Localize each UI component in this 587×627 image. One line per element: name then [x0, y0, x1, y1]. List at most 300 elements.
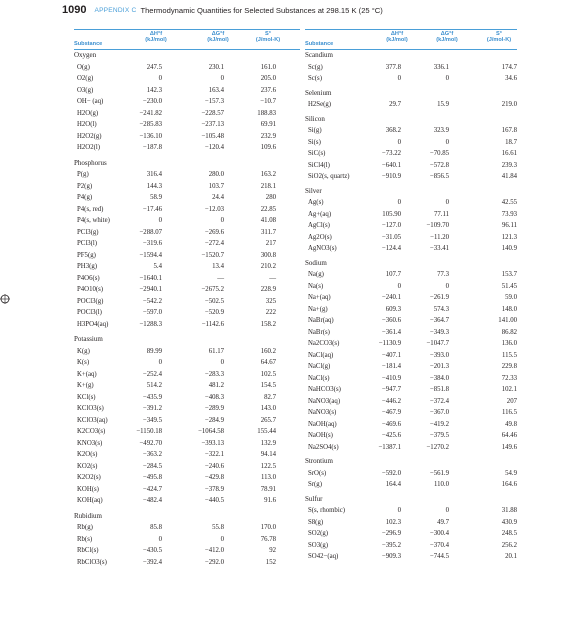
table-row	[305, 125, 517, 137]
substance-cell: Na2CO3(s)	[308, 340, 340, 347]
gibbs-cell: −322.1	[204, 451, 224, 458]
gibbs-cell: 61.17	[208, 347, 224, 355]
enthalpy-cell: −31.05	[381, 233, 401, 241]
entropy-cell: 229.8	[501, 363, 517, 370]
entropy-cell: 164.6	[501, 481, 517, 488]
entropy-cell: 219.0	[501, 101, 517, 108]
table-row	[305, 468, 517, 480]
gibbs-cell: −384.0	[429, 374, 449, 382]
substance-cell: POCl3(g)	[77, 297, 104, 305]
table-row	[74, 392, 300, 404]
gibbs-cell: −289.9	[204, 405, 224, 412]
enthalpy-cell: −284.5	[142, 462, 162, 470]
substance-cell: Si(g)	[308, 127, 322, 134]
table-row	[74, 250, 300, 262]
substance-cell: PH3(g)	[77, 263, 98, 270]
gibbs-cell: −393.0	[429, 351, 449, 359]
enthalpy-cell: −363.2	[142, 451, 162, 458]
entropy-cell: 92	[269, 547, 276, 554]
table-row	[305, 315, 517, 327]
gibbs-cell: −1047.7	[426, 340, 449, 347]
table-row	[305, 327, 517, 339]
entropy-cell: 121.3	[501, 233, 517, 241]
entropy-cell: 115.5	[501, 351, 517, 359]
enthalpy-cell: −910.9	[381, 173, 401, 180]
substance-cell: POCl3(l)	[77, 309, 102, 316]
substance-cell: AgCl(s)	[308, 222, 330, 229]
gibbs-cell: 574.3	[433, 305, 449, 313]
enthalpy-cell: 0	[158, 75, 162, 82]
substance-cell: Ag+(aq)	[308, 210, 332, 218]
substance-cell: NaCl(g)	[308, 363, 331, 370]
substance-cell: Rb(s)	[77, 535, 93, 543]
group-title: Sodium	[305, 258, 327, 267]
element-group	[305, 114, 517, 183]
gibbs-cell: −284.9	[204, 416, 224, 424]
group-title: Selenium	[305, 88, 332, 97]
substance-cell: K+(aq)	[77, 370, 97, 378]
right-table-body	[305, 50, 517, 563]
gibbs-cell: −851.8	[429, 386, 449, 393]
table-row	[305, 243, 517, 255]
gibbs-cell: −408.3	[204, 393, 224, 401]
table-row	[74, 472, 300, 484]
table-row	[305, 528, 517, 540]
gibbs-cell: 0	[445, 507, 449, 514]
substance-cell: Na+(g)	[308, 305, 328, 313]
table-row	[74, 192, 300, 204]
substance-cell: KClO3(aq)	[77, 416, 108, 424]
table-row	[74, 438, 300, 450]
element-group	[305, 258, 517, 454]
substance-cell: AgNO3(s)	[308, 245, 337, 252]
entropy-cell: 163.2	[260, 171, 276, 178]
enthalpy-cell: −288.07	[139, 228, 162, 236]
table-row	[305, 350, 517, 362]
enthalpy-cell: −446.2	[381, 397, 401, 405]
enthalpy-cell: −467.9	[381, 409, 401, 416]
table-row	[74, 346, 300, 358]
entropy-cell: 109.6	[260, 144, 276, 151]
enthalpy-cell: −391.2	[142, 405, 162, 412]
gibbs-cell: 336.1	[433, 63, 449, 71]
table-row	[74, 131, 300, 143]
substance-cell: O3(g)	[77, 86, 94, 94]
enthalpy-cell: −73.22	[381, 150, 401, 157]
table-row	[74, 319, 300, 331]
entropy-cell: 430.9	[501, 518, 517, 526]
gibbs-cell: −502.5	[204, 297, 224, 305]
table-row	[305, 338, 517, 350]
enthalpy-cell: −181.4	[381, 363, 401, 370]
substance-cell: PF5(g)	[77, 251, 96, 259]
gibbs-cell: −856.5	[429, 173, 449, 180]
gibbs-cell: −109.70	[426, 222, 449, 229]
gibbs-cell: −419.2	[429, 420, 449, 428]
entropy-cell: 91.6	[264, 497, 276, 504]
enthalpy-cell: −410.9	[381, 374, 401, 382]
entropy-cell: 143.0	[260, 405, 276, 412]
entropy-cell: 218.1	[260, 182, 276, 190]
enthalpy-cell: −1387.1	[378, 443, 401, 451]
substance-cell: H2O2(g)	[77, 132, 102, 140]
element-group	[305, 50, 517, 85]
entropy-cell: 152	[265, 558, 276, 566]
substance-cell: SrO(s)	[308, 469, 327, 477]
enthalpy-cell: 144.3	[146, 182, 162, 190]
substance-cell: O(g)	[77, 63, 90, 71]
left-table	[74, 29, 300, 568]
enthalpy-cell: 58.9	[150, 194, 162, 201]
table-row	[305, 232, 517, 244]
group-title: Silicon	[305, 114, 325, 123]
gibbs-cell: −300.4	[429, 530, 449, 537]
table-row	[74, 369, 300, 381]
table-row	[74, 495, 300, 507]
gibbs-cell: 0	[220, 535, 224, 543]
enthalpy-cell: 0	[397, 282, 401, 290]
gibbs-cell: −393.13	[201, 439, 224, 447]
substance-cell: Na+(aq)	[308, 294, 331, 301]
enthalpy-cell: 609.3	[385, 305, 401, 313]
gibbs-cell: −429.8	[204, 474, 224, 481]
group-title: Oxygen	[74, 51, 97, 59]
substance-header: Substance	[305, 40, 334, 47]
table-row	[305, 73, 517, 85]
gibbs-header: ΔG°f (kJ/mol)	[207, 31, 229, 44]
table-row	[305, 479, 517, 491]
entropy-cell: 96.11	[501, 222, 517, 229]
entropy-cell: 174.7	[501, 63, 517, 71]
table-row	[74, 284, 300, 296]
substance-cell: SO42−(aq)	[308, 553, 339, 560]
substance-cell: O2(g)	[77, 75, 94, 82]
entropy-cell: 41.08	[260, 217, 276, 224]
gibbs-cell: −370.4	[429, 541, 449, 549]
gibbs-cell: −367.0	[429, 409, 449, 416]
entropy-cell: 86.82	[501, 328, 517, 336]
gibbs-cell: −1064.58	[198, 428, 224, 435]
enthalpy-cell: −2940.1	[139, 286, 162, 293]
element-group	[305, 88, 517, 111]
enthalpy-cell: −909.3	[381, 553, 401, 560]
gibbs-cell: 0	[445, 138, 449, 146]
substance-cell: NaHCO3(s)	[308, 386, 341, 393]
table-row	[305, 361, 517, 373]
entropy-cell: 141.00	[498, 317, 517, 324]
substance-cell: SO3(g)	[308, 541, 329, 549]
enthalpy-cell: 5.4	[153, 263, 162, 270]
table-row	[305, 517, 517, 529]
substance-cell: K2O(s)	[77, 451, 98, 458]
gibbs-cell: −412.0	[204, 547, 224, 554]
enthalpy-cell: −482.4	[142, 497, 162, 504]
substance-cell: KOH(aq)	[77, 497, 103, 504]
entropy-cell: 148.0	[501, 305, 517, 313]
gibbs-cell: 280.0	[208, 171, 224, 178]
gibbs-header: ΔG°f (kJ/mol)	[436, 31, 458, 44]
gibbs-cell: 481.2	[208, 382, 224, 389]
entropy-cell: 158.2	[260, 320, 276, 328]
group-title: Silver	[305, 186, 322, 195]
table-row	[74, 522, 300, 534]
table-row	[74, 169, 300, 181]
table-row	[305, 99, 517, 111]
enthalpy-cell: −124.4	[381, 245, 401, 252]
table-row	[305, 292, 517, 304]
table-row	[305, 269, 517, 281]
enthalpy-cell: 85.8	[150, 524, 162, 531]
entropy-cell: 256.2	[501, 541, 517, 549]
enthalpy-cell: −1594.4	[139, 251, 162, 259]
gibbs-cell: −120.4	[204, 144, 224, 151]
table-row	[74, 227, 300, 239]
gibbs-cell: −70.85	[429, 150, 449, 157]
gibbs-cell: 0	[220, 359, 224, 366]
substance-cell: H2Se(g)	[308, 101, 332, 108]
gibbs-cell: 323.9	[433, 127, 449, 134]
substance-cell: Ag(s)	[308, 199, 324, 206]
gibbs-cell: −378.9	[204, 485, 224, 493]
group-title: Rubidium	[74, 511, 103, 520]
gibbs-cell: −12.03	[204, 205, 224, 213]
gibbs-cell: 163.4	[208, 86, 224, 94]
table-row	[74, 273, 300, 285]
gibbs-cell: −261.9	[429, 294, 449, 301]
substance-cell: Sr(g)	[308, 481, 322, 488]
gibbs-cell: 0	[220, 75, 224, 82]
right-table-header	[305, 29, 517, 50]
entropy-cell: 161.0	[260, 63, 276, 71]
gibbs-cell: 13.4	[212, 263, 224, 270]
entropy-cell: 76.78	[260, 535, 276, 543]
enthalpy-cell: 142.3	[146, 86, 162, 94]
enthalpy-cell: 0	[397, 199, 401, 206]
entropy-cell: 154.5	[260, 382, 276, 389]
entropy-cell: 72.33	[501, 374, 517, 382]
table-row	[74, 415, 300, 427]
gibbs-cell: −237.13	[201, 121, 224, 128]
enthalpy-cell: −361.4	[381, 328, 401, 336]
enthalpy-cell: −296.9	[381, 530, 401, 537]
enthalpy-cell: 368.2	[385, 127, 401, 134]
group-title: Strontium	[305, 457, 334, 465]
substance-cell: OH− (aq)	[77, 98, 104, 105]
entropy-cell: 54.9	[505, 469, 517, 477]
substance-cell: P2(g)	[77, 182, 93, 190]
table-row	[305, 396, 517, 408]
group-title: Phosphorus	[74, 158, 107, 167]
substance-cell: NaBr(aq)	[308, 317, 334, 324]
table-row	[305, 442, 517, 454]
enthalpy-cell: −947.7	[381, 386, 401, 393]
gibbs-cell: −349.3	[429, 328, 449, 336]
table-row	[305, 304, 517, 316]
table-row	[305, 171, 517, 183]
enthalpy-cell: −640.1	[381, 161, 401, 169]
table-row	[74, 545, 300, 557]
substance-cell: PCl3(g)	[77, 228, 99, 236]
entropy-cell: 31.88	[501, 507, 517, 514]
entropy-cell: 82.7	[264, 393, 276, 401]
table-row	[305, 148, 517, 160]
enthalpy-cell: −230.0	[142, 98, 162, 105]
gibbs-cell: 49.7	[437, 518, 449, 526]
gibbs-cell: 15.9	[437, 101, 449, 108]
enthalpy-cell: −127.0	[381, 222, 401, 229]
substance-cell: KClO3(s)	[77, 405, 104, 412]
gibbs-cell: 55.8	[212, 524, 224, 531]
enthalpy-cell: −319.6	[142, 240, 162, 247]
enthalpy-cell: 0	[397, 507, 401, 514]
table-row	[305, 137, 517, 149]
group-title: Potassium	[74, 335, 103, 343]
table-row	[305, 197, 517, 209]
enthalpy-cell: 0	[397, 75, 401, 82]
substance-cell: Rb(g)	[77, 524, 93, 531]
left-table-body	[74, 50, 300, 568]
table-row	[74, 96, 300, 108]
entropy-cell: 64.46	[501, 432, 517, 439]
substance-cell: Na(s)	[308, 282, 324, 290]
enthalpy-cell: −395.2	[381, 541, 401, 549]
enthalpy-cell: −285.83	[139, 121, 162, 128]
substance-cell: P4(s, red)	[77, 205, 104, 213]
entropy-cell: 42.55	[501, 199, 517, 206]
entropy-cell: 34.6	[505, 75, 517, 82]
entropy-cell: 102.1	[501, 386, 517, 393]
substance-cell: S8(g)	[308, 518, 324, 526]
table-row	[74, 296, 300, 308]
enthalpy-cell: −349.5	[142, 416, 162, 424]
gibbs-cell: 0	[220, 217, 224, 224]
entropy-cell: 232.9	[260, 132, 276, 140]
gibbs-cell: −11.20	[430, 233, 449, 241]
enthalpy-cell: −469.6	[381, 420, 401, 428]
entropy-cell: 113.0	[260, 474, 276, 481]
enthalpy-cell: 0	[158, 359, 162, 366]
entropy-cell: 222	[265, 309, 276, 316]
enthalpy-cell: 0	[158, 217, 162, 224]
substance-cell: Sc(g)	[308, 63, 323, 71]
substance-cell: P4(s, white)	[77, 217, 110, 224]
entropy-cell: 49.8	[505, 420, 517, 428]
enthalpy-cell: −424.7	[142, 485, 162, 493]
substance-cell: NaNO3(aq)	[308, 397, 341, 405]
substance-cell: SO2(g)	[308, 530, 329, 537]
gibbs-cell: −283.3	[204, 370, 224, 378]
entropy-cell: 205.0	[260, 75, 276, 82]
substance-cell: Na2SO4(s)	[308, 443, 339, 451]
substance-cell: Na(g)	[308, 271, 324, 278]
gibbs-cell: −1270.2	[426, 443, 449, 451]
entropy-cell: 41.84	[501, 173, 517, 180]
enthalpy-cell: −1150.18	[136, 428, 162, 435]
entropy-cell: 78.91	[260, 485, 276, 493]
entropy-cell: 149.6	[501, 443, 517, 451]
entropy-cell: 300.8	[260, 251, 276, 259]
enthalpy-cell: −360.6	[381, 317, 401, 324]
substance-cell: H3PO4(aq)	[77, 320, 109, 328]
enthalpy-cell: −241.82	[139, 109, 162, 117]
entropy-cell: 248.5	[501, 530, 517, 537]
gibbs-cell: −105.48	[201, 132, 224, 140]
table-row	[305, 160, 517, 172]
entropy-cell: 20.1	[505, 553, 517, 560]
table-row	[305, 419, 517, 431]
enthalpy-cell: −187.8	[142, 144, 162, 151]
entropy-cell: 160.2	[260, 347, 276, 355]
table-row	[305, 220, 517, 232]
table-row	[74, 534, 300, 546]
table-row	[305, 62, 517, 74]
gibbs-cell: −33.41	[429, 245, 449, 252]
enthalpy-cell: 514.2	[146, 382, 162, 389]
gibbs-cell: −561.9	[429, 469, 449, 477]
substance-cell: K(s)	[77, 359, 90, 366]
table-row	[74, 449, 300, 461]
enthalpy-cell: 377.8	[385, 63, 401, 71]
gibbs-cell: −372.4	[429, 397, 449, 405]
table-row	[74, 181, 300, 193]
entropy-cell: 153.7	[501, 271, 517, 278]
substance-cell: K(g)	[77, 347, 90, 355]
substance-cell: NaNO3(s)	[308, 409, 337, 416]
substance-cell: H2O(l)	[77, 121, 97, 128]
gibbs-cell: 103.7	[208, 182, 224, 190]
substance-cell: SiC(s)	[308, 150, 326, 157]
enthalpy-header: ΔH°f (kJ/mol)	[386, 31, 408, 44]
table-row	[74, 73, 300, 85]
entropy-cell: 311.7	[260, 228, 276, 236]
entropy-cell: 237.6	[260, 86, 276, 94]
substance-cell: PCl3(l)	[77, 240, 98, 247]
substance-cell: H2O2(l)	[77, 144, 101, 151]
entropy-cell: 325	[265, 297, 276, 305]
table-row	[74, 357, 300, 369]
enthalpy-cell: −542.2	[142, 297, 162, 305]
enthalpy-cell: −1640.1	[139, 274, 162, 282]
element-group	[74, 50, 300, 154]
enthalpy-cell: −407.1	[381, 351, 401, 359]
substance-cell: NaCl(s)	[308, 374, 330, 382]
substance-cell: KOH(s)	[77, 485, 99, 493]
substance-cell: KNO3(s)	[77, 439, 103, 447]
substance-cell: K2O2(s)	[77, 474, 101, 481]
enthalpy-cell: 0	[397, 138, 401, 146]
enthalpy-cell: 316.4	[146, 171, 162, 178]
enthalpy-cell: −136.10	[139, 132, 162, 140]
substance-cell: KO2(s)	[77, 462, 98, 470]
gibbs-cell: −272.4	[204, 240, 224, 247]
element-group	[74, 334, 300, 507]
enthalpy-cell: −495.8	[142, 474, 162, 481]
table-row	[74, 142, 300, 154]
substance-cell: H2O(g)	[77, 109, 99, 117]
entropy-header: S° (J/mol-K)	[486, 31, 512, 44]
entropy-cell: 16.61	[501, 150, 517, 157]
gibbs-cell: −292.0	[204, 558, 224, 566]
substance-cell: K+(g)	[77, 382, 94, 389]
enthalpy-cell: 105.90	[382, 210, 401, 218]
gibbs-cell: 24.4	[212, 194, 224, 201]
enthalpy-cell: 0	[158, 535, 162, 543]
gibbs-cell: 230.1	[208, 63, 224, 71]
element-group	[305, 494, 517, 563]
enthalpy-cell: −597.0	[142, 309, 162, 316]
substance-cell: P(g)	[77, 171, 89, 178]
entropy-cell: 228.9	[260, 286, 276, 293]
